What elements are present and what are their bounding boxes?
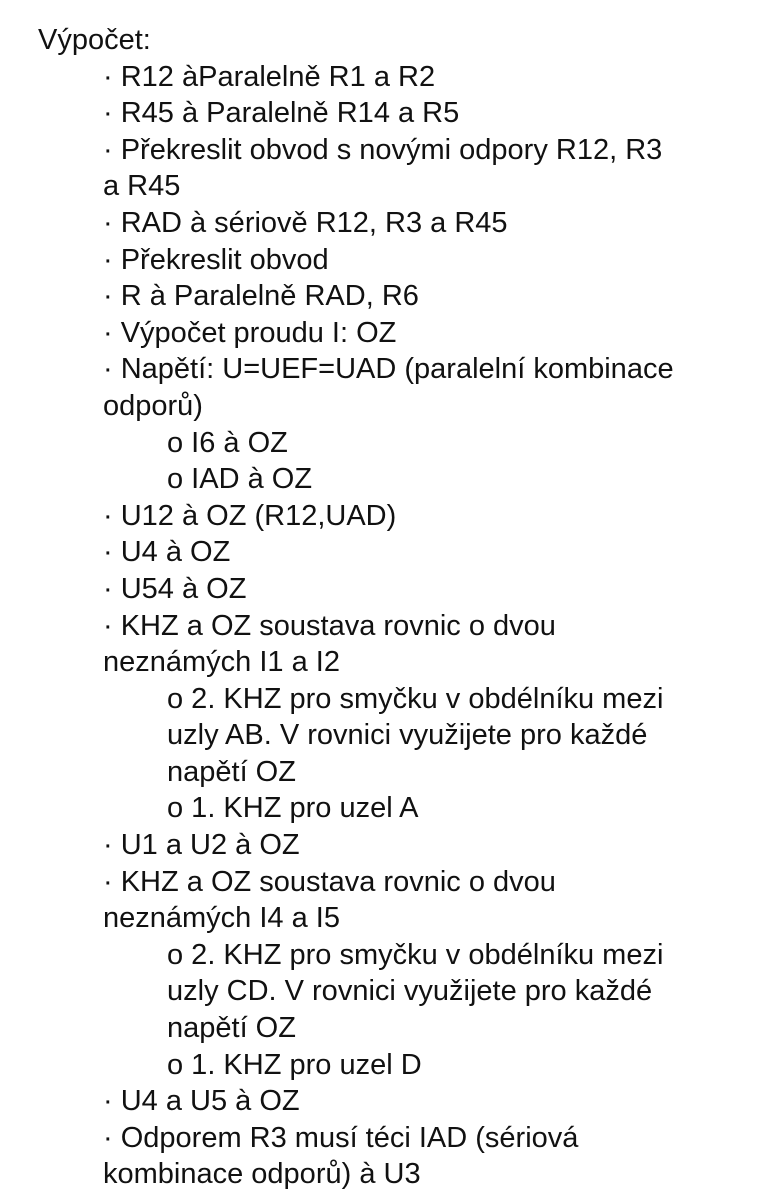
bullet-line: · Překreslit obvod	[103, 243, 329, 276]
bullet-line: · U54 à OZ	[103, 572, 247, 605]
bullet-line: · KHZ a OZ soustava rovnic o dvou	[103, 865, 556, 898]
bullet-line: · Napětí: U=UEF=UAD (paralelní kombinace	[103, 353, 674, 386]
bullet-continuation-line: kombinace odporů) à U3	[103, 1158, 421, 1191]
bullet-continuation-line: neznámých I1 a I2	[103, 646, 340, 679]
sub-bullet-line: o 2. KHZ pro smyčku v obdélníku mezi	[167, 938, 664, 971]
sub-bullet-continuation-line: napětí OZ	[167, 755, 296, 788]
bullet-line: · R à Paralelně RAD, R6	[103, 280, 419, 313]
bullet-line: · U4 à OZ	[103, 536, 231, 569]
bullet-line: · KHZ a OZ soustava rovnic o dvou	[103, 609, 556, 642]
bullet-line: · Překreslit obvod s novými odpory R12, R3	[103, 133, 663, 166]
sub-bullet-line: o IAD à OZ	[167, 463, 313, 496]
bullet-line: · U1 a U2 à OZ	[103, 829, 300, 862]
bullet-line: · Odporem R3 musí téci IAD (sériová	[103, 1121, 579, 1154]
sub-bullet-continuation-line: napětí OZ	[167, 1012, 296, 1045]
document-heading: Výpočet:	[38, 24, 151, 56]
sub-bullet-line: o 1. KHZ pro uzel A	[167, 792, 419, 825]
sub-bullet-continuation-line: uzly AB. V rovnici využijete pro každé	[167, 719, 648, 752]
bullet-line: · U4 a U5 à OZ	[103, 1085, 300, 1118]
sub-bullet-continuation-line: uzly CD. V rovnici využijete pro každé	[167, 975, 653, 1008]
bullet-line: · Výpočet proudu I: OZ	[103, 316, 397, 349]
bullet-line: · U12 à OZ (R12,UAD)	[103, 499, 397, 532]
document	[0, 22, 762, 1193]
bullet-line: · R12 àParalelně R1 a R2	[103, 60, 436, 93]
sub-bullet-line: o I6 à OZ	[167, 426, 288, 459]
bullet-line: · R45 à Paralelně R14 a R5	[103, 97, 460, 130]
bullet-continuation-line: odporů)	[103, 389, 203, 422]
sub-bullet-line: o 2. KHZ pro smyčku v obdélníku mezi	[167, 682, 664, 715]
sub-bullet-line: o 1. KHZ pro uzel D	[167, 1048, 422, 1081]
bullet-line: · RAD à sériově R12, R3 a R45	[103, 206, 508, 239]
bullet-continuation-line: a R45	[103, 170, 181, 203]
bullet-continuation-line: neznámých I4 a I5	[103, 902, 340, 935]
